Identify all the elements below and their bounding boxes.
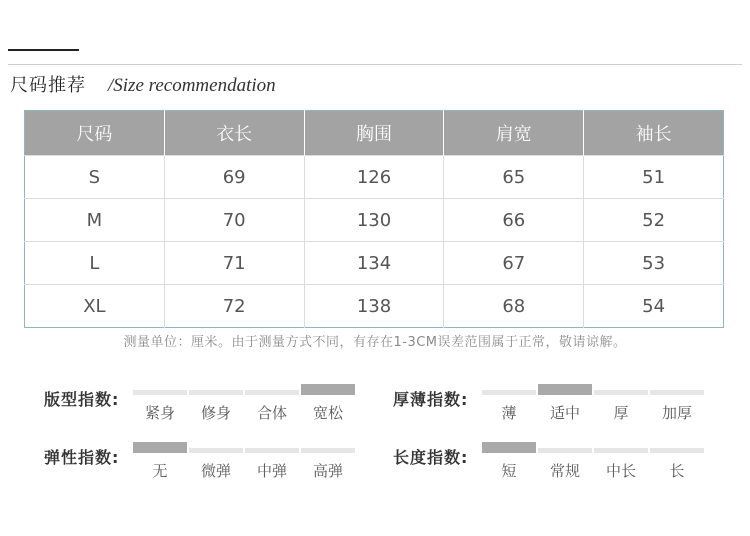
indicator-bar bbox=[482, 390, 536, 395]
indicator-option-label: 合体 bbox=[256, 404, 287, 422]
indicator-option bbox=[301, 390, 355, 423]
section-title-en: /Size recommendation bbox=[108, 75, 276, 96]
indicator-option-label: 中弹 bbox=[256, 462, 287, 480]
cell-chest: 130 bbox=[304, 199, 444, 242]
table-row bbox=[25, 242, 724, 285]
cell-sleeve: 54 bbox=[584, 285, 724, 328]
table-row bbox=[25, 156, 724, 199]
indicator-option bbox=[133, 390, 187, 423]
table-row bbox=[25, 199, 724, 242]
indicator-option-label: 宽松 bbox=[312, 404, 343, 422]
indicator-option bbox=[482, 448, 536, 481]
indicator-option-label: 长 bbox=[669, 462, 685, 480]
cell-length: 71 bbox=[164, 242, 304, 285]
cell-length: 72 bbox=[164, 285, 304, 328]
indicator-bar bbox=[245, 448, 299, 453]
col-header-sleeve: 袖长 bbox=[584, 111, 724, 156]
cell-sleeve: 53 bbox=[584, 242, 724, 285]
indicator-option bbox=[650, 390, 704, 423]
cell-length: 69 bbox=[164, 156, 304, 199]
indicator-option bbox=[594, 448, 648, 481]
indicator-bar bbox=[482, 442, 536, 453]
indicator-option bbox=[133, 448, 187, 481]
thickness-indicator bbox=[393, 387, 713, 427]
cell-sleeve: 52 bbox=[584, 199, 724, 242]
indicator-option-label: 短 bbox=[501, 462, 517, 480]
indicator-option bbox=[538, 390, 592, 423]
fit-indicator bbox=[44, 387, 364, 427]
indicator-bar bbox=[189, 390, 243, 395]
col-header-chest: 胸围 bbox=[304, 111, 444, 156]
indicator-option bbox=[594, 390, 648, 423]
length-indicator bbox=[393, 445, 713, 485]
indicator-bar bbox=[594, 448, 648, 453]
cell-length: 70 bbox=[164, 199, 304, 242]
indicator-option-label: 高弹 bbox=[312, 462, 343, 480]
indicator-bar bbox=[133, 442, 187, 453]
cell-chest: 126 bbox=[304, 156, 444, 199]
cell-shoulder: 67 bbox=[444, 242, 584, 285]
indicator-bar bbox=[538, 448, 592, 453]
indicator-option-label: 无 bbox=[152, 462, 168, 480]
elasticity-indicator bbox=[44, 445, 364, 485]
measurement-note: 测量单位：厘米。由于测量方式不同，有存在1-3CM误差范围属于正常，敬请谅解。 bbox=[123, 335, 627, 350]
cell-shoulder: 65 bbox=[444, 156, 584, 199]
indicator-bar bbox=[301, 384, 355, 395]
table-header-row bbox=[25, 111, 724, 156]
indicator-bar bbox=[650, 390, 704, 395]
indicator-bar bbox=[133, 390, 187, 395]
indicator-bar bbox=[650, 448, 704, 453]
indicator-option bbox=[189, 448, 243, 481]
cell-shoulder: 68 bbox=[444, 285, 584, 328]
indicator-option-label: 薄 bbox=[501, 404, 517, 422]
indicator-bar bbox=[189, 448, 243, 453]
indicator-option-label: 修身 bbox=[200, 404, 231, 422]
indicator-bar bbox=[538, 384, 592, 395]
cell-chest: 134 bbox=[304, 242, 444, 285]
cell-sleeve: 51 bbox=[584, 156, 724, 199]
length-indicator-label: 长度指数: bbox=[393, 448, 469, 467]
indicator-bar bbox=[301, 448, 355, 453]
divider-line bbox=[8, 64, 742, 65]
size-table bbox=[24, 110, 724, 328]
elasticity-indicator-label: 弹性指数: bbox=[44, 448, 120, 467]
cell-shoulder: 66 bbox=[444, 199, 584, 242]
cell-size: L bbox=[25, 242, 165, 285]
thickness-indicator-label: 厚薄指数: bbox=[393, 390, 469, 409]
title-accent-line bbox=[8, 49, 79, 51]
indicator-option bbox=[245, 390, 299, 423]
indicator-option bbox=[245, 448, 299, 481]
cell-size: S bbox=[25, 156, 165, 199]
indicator-option-label: 紧身 bbox=[144, 404, 175, 422]
section-title bbox=[10, 71, 276, 97]
indicator-option bbox=[482, 390, 536, 423]
cell-size: M bbox=[25, 199, 165, 242]
fit-indicator-label: 版型指数: bbox=[44, 390, 120, 409]
section-title-cn: 尺码推荐 bbox=[10, 75, 86, 96]
indicator-bar bbox=[594, 390, 648, 395]
indicator-option bbox=[189, 390, 243, 423]
indicator-bar bbox=[245, 390, 299, 395]
cell-size: XL bbox=[25, 285, 165, 328]
indicator-option-label: 微弹 bbox=[200, 462, 231, 480]
col-header-length: 衣长 bbox=[164, 111, 304, 156]
col-header-shoulder: 肩宽 bbox=[444, 111, 584, 156]
indicator-option bbox=[538, 448, 592, 481]
table-row bbox=[25, 285, 724, 328]
indicator-option-label: 常规 bbox=[549, 462, 580, 480]
cell-chest: 138 bbox=[304, 285, 444, 328]
indicator-option bbox=[301, 448, 355, 481]
indicator-option-label: 中长 bbox=[605, 462, 636, 480]
indicator-option bbox=[650, 448, 704, 481]
indicator-option-label: 厚 bbox=[613, 404, 629, 422]
indicator-option-label: 加厚 bbox=[661, 404, 692, 422]
col-header-size: 尺码 bbox=[25, 111, 165, 156]
indicator-option-label: 适中 bbox=[549, 404, 580, 422]
